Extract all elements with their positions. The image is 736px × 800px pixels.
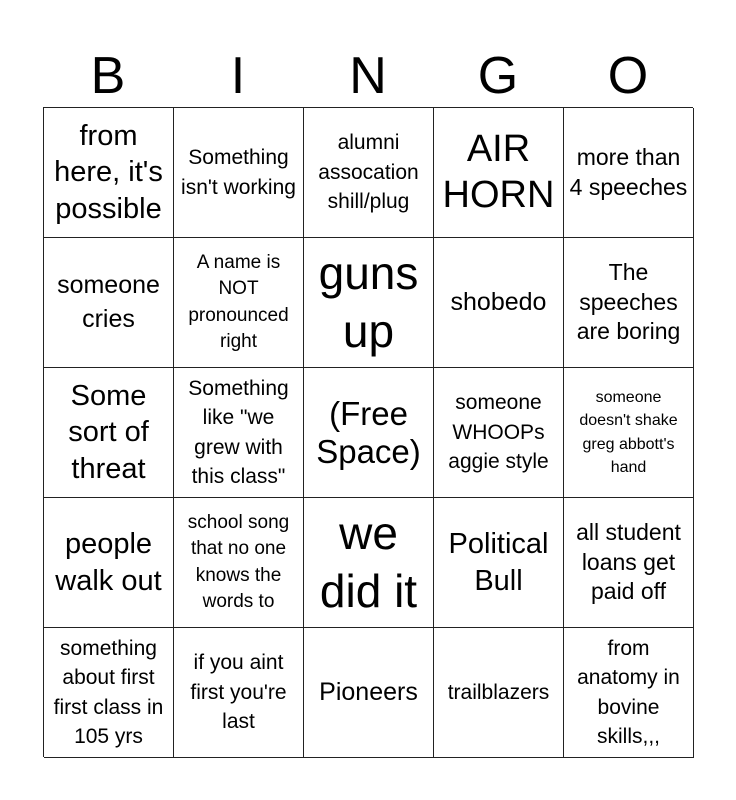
- bingo-cell[interactable]: [44, 238, 174, 368]
- bingo-cell[interactable]: [304, 628, 434, 758]
- cell-text: Pioneers: [319, 677, 418, 706]
- bingo-cell[interactable]: [174, 628, 304, 758]
- cell-text: we did it: [319, 507, 418, 617]
- cell-text: something about first first class in 105 yrs: [53, 636, 164, 748]
- bingo-cell[interactable]: [564, 628, 694, 758]
- bingo-cell[interactable]: [304, 108, 434, 238]
- cell-text: guns up: [318, 247, 419, 357]
- cell-text: Something like "we grew with this class": [188, 376, 289, 488]
- cell-text: AIR HORN: [442, 127, 555, 216]
- bingo-cell[interactable]: [44, 628, 174, 758]
- bingo-cell[interactable]: [434, 238, 564, 368]
- bingo-cell[interactable]: [174, 238, 304, 368]
- header-letter-n: N: [349, 47, 387, 105]
- bingo-header: [43, 44, 693, 108]
- cell-text: someone doesn't shake greg abbott's hand: [579, 389, 678, 476]
- header-letter-b: B: [90, 47, 126, 105]
- cell-text: all student loans get paid off: [576, 518, 681, 605]
- cell-text: if you aint first you're last: [190, 651, 287, 734]
- cell-text: Political Bull: [448, 528, 549, 597]
- cell-text: Something isn't working: [181, 146, 296, 199]
- cell-text: from anatomy in bovine skills,,,: [577, 636, 680, 748]
- header-letter-g: G: [477, 47, 519, 105]
- cell-text: from here, it's possible: [54, 120, 163, 225]
- free-space-cell[interactable]: [304, 368, 434, 498]
- cell-text: alumni assocation shill/plug: [318, 131, 419, 214]
- cell-text: shobedo: [450, 287, 547, 316]
- cell-text: (Free Space): [316, 394, 421, 470]
- cell-text: The speeches are boring: [576, 258, 681, 345]
- bingo-cell[interactable]: [174, 108, 304, 238]
- bingo-cell[interactable]: [174, 368, 304, 498]
- bingo-cell[interactable]: [174, 498, 304, 628]
- cell-text: more than 4 speeches: [569, 143, 688, 200]
- cell-text: Some sort of threat: [68, 380, 149, 485]
- bingo-cell[interactable]: [434, 368, 564, 498]
- bingo-grid: [43, 107, 693, 757]
- cell-text: A name is NOT pronounced right: [188, 252, 289, 352]
- cell-text: someone WHOOPs aggie style: [448, 391, 549, 474]
- bingo-cell[interactable]: [434, 108, 564, 238]
- header-letter-o: O: [607, 47, 649, 105]
- cell-text: people walk out: [55, 528, 162, 597]
- cell-text: trailblazers: [447, 680, 550, 704]
- bingo-cell[interactable]: [564, 368, 694, 498]
- cell-text: someone cries: [57, 270, 160, 333]
- bingo-cell[interactable]: [434, 498, 564, 628]
- bingo-cell[interactable]: [44, 108, 174, 238]
- bingo-cell[interactable]: [564, 108, 694, 238]
- bingo-cell[interactable]: [44, 498, 174, 628]
- bingo-cell[interactable]: [44, 368, 174, 498]
- bingo-cell[interactable]: [434, 628, 564, 758]
- bingo-cell[interactable]: [564, 238, 694, 368]
- header-letter-i: I: [230, 47, 246, 105]
- bingo-cell[interactable]: [304, 498, 434, 628]
- cell-text: school song that no one knows the words to: [187, 512, 290, 612]
- bingo-cell[interactable]: [304, 238, 434, 368]
- bingo-cell[interactable]: [564, 498, 694, 628]
